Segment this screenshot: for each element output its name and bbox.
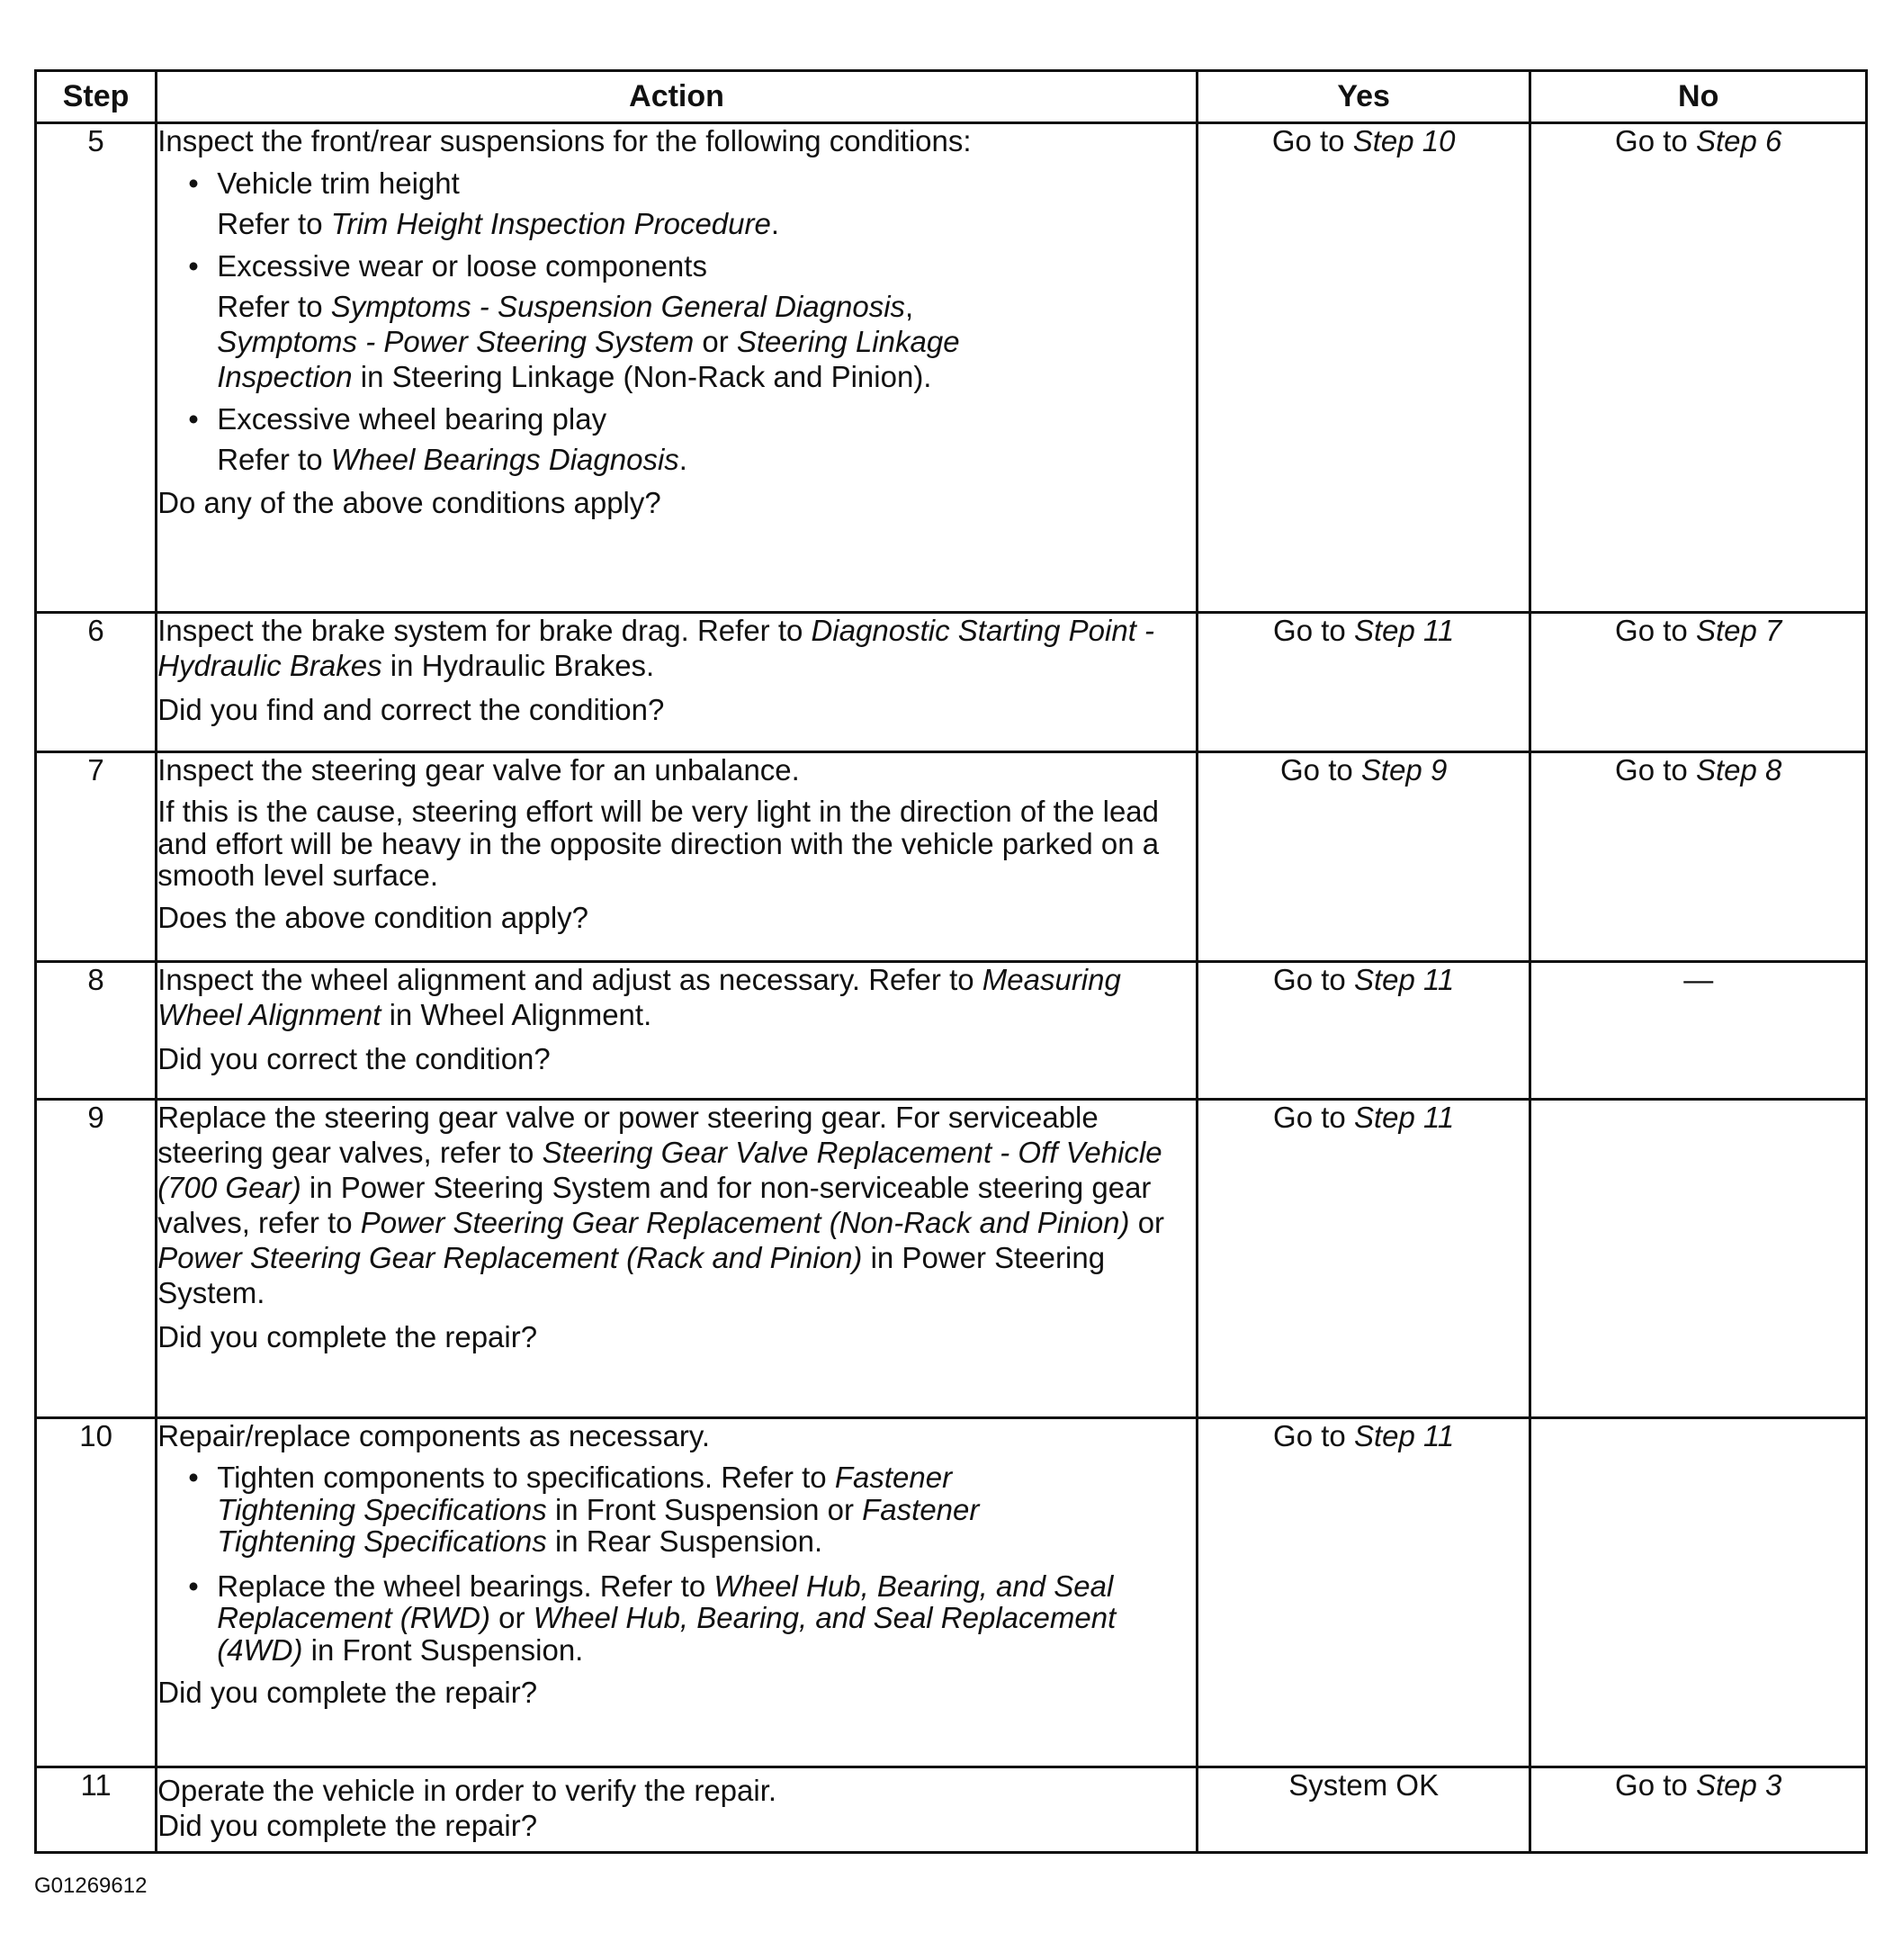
no-cell: Go to Step 7 <box>1530 613 1867 752</box>
no-cell: Go to Step 3 <box>1530 1767 1867 1853</box>
step-link[interactable]: Step 11 <box>1353 963 1455 996</box>
header-row <box>36 71 1867 123</box>
reference-link: Diagnostic Starting Point - Hydraulic Brakes <box>157 614 1155 682</box>
action-text: Inspect the steering gear valve for an unbalance. <box>157 753 800 787</box>
yes-cell: Go to Step 11 <box>1197 613 1530 752</box>
action-text: If this is the cause, steering effort will be very light in the direction of the lead and effort will be heavy in the opposite direction with the vehicle parked on a smooth level surface. <box>157 794 1160 893</box>
action-cell <box>157 1767 1198 1853</box>
reference-link: Wheel Bearings Diagnosis <box>330 442 679 476</box>
bullet-text: Excessive wheel bearing play <box>217 401 607 436</box>
no-cell <box>1530 1100 1867 1418</box>
reference-link: Symptoms - Power Steering System <box>217 324 695 358</box>
action-text: Inspect the wheel alignment and adjust as necessary. Refer to Measuring Wheel Alignment in Wheel Alignment. <box>157 963 1121 1031</box>
step-link[interactable]: Step 11 <box>1353 1101 1455 1134</box>
action-text: Inspect the brake system for brake drag. Refer to Diagnostic Starting Point - Hydraulic Brakes in Hydraulic Brakes. <box>157 614 1155 682</box>
reference-link: Symptoms - Suspension General Diagnosis <box>330 289 906 323</box>
step-link[interactable]: Step 7 <box>1695 614 1782 647</box>
yes-cell: System OK <box>1197 1767 1530 1853</box>
action-text: Repair/replace components as necessary. <box>157 1419 711 1452</box>
reference-text: Refer to Wheel Bearings Diagnosis. <box>217 442 687 476</box>
step-link[interactable]: Step 8 <box>1695 753 1782 787</box>
step-link[interactable]: Step 11 <box>1353 614 1455 647</box>
bullet-icon: • <box>188 1460 199 1494</box>
step-number: 10 <box>36 1418 157 1767</box>
action-cell <box>157 1100 1198 1418</box>
reference-link: Trim Height Inspection Procedure <box>330 206 771 240</box>
reference-link: Fastener Tightening Specifications <box>217 1460 953 1526</box>
diagnostic-table <box>34 69 1868 1854</box>
action-cell <box>157 962 1198 1100</box>
header-yes: Yes <box>1197 71 1530 123</box>
figure-id: G01269612 <box>34 1874 148 1898</box>
question-text: Does the above condition apply? <box>157 900 589 934</box>
reference-text: Refer to Trim Height Inspection Procedure. <box>217 206 780 240</box>
table-row <box>36 752 1867 962</box>
bullet-icon: • <box>188 248 199 283</box>
no-cell <box>1530 1418 1867 1767</box>
table-row <box>36 962 1867 1100</box>
bullet-item <box>157 166 1196 202</box>
bullet-icon: • <box>188 166 199 200</box>
table-row <box>36 613 1867 752</box>
reference-link: Wheel Hub, Bearing, and Seal Replacement (RWD) <box>217 1569 1114 1635</box>
step-number: 7 <box>36 752 157 962</box>
question-text: Did you complete the repair? <box>157 1675 538 1709</box>
step-number: 8 <box>36 962 157 1100</box>
action-text: Inspect the front/rear suspensions for the following conditions: <box>157 124 972 157</box>
question-text: Did you complete the repair? <box>157 1808 538 1842</box>
step-number: 5 <box>36 123 157 613</box>
yes-cell: Go to Step 9 <box>1197 752 1530 962</box>
action-cell <box>157 123 1198 613</box>
step-number: 9 <box>36 1100 157 1418</box>
reference-link: Measuring Wheel Alignment <box>157 963 1121 1031</box>
table-row <box>36 1418 1867 1767</box>
step-link[interactable]: Step 3 <box>1695 1768 1782 1802</box>
yes-cell: Go to Step 11 <box>1197 962 1530 1100</box>
table-row <box>36 1767 1867 1853</box>
header-action: Action <box>157 71 1198 123</box>
reference-link: Fastener Tightening Specifications <box>217 1492 980 1559</box>
bullet-item: • Tighten components to specifications. Refer to Fastener Tightening Specifications in Front Suspension or Fastener Tightening Specifications in Rear Suspension. <box>188 1460 980 1559</box>
bullet-text: Excessive wear or loose components <box>217 248 707 283</box>
action-text: Replace the steering gear valve or power steering gear. For serviceable steering gear valves, refer to Steering Gear Valve Replacement - Off Vehicle (700 Gear) in Power Steering System and for non-serviceable steering gear valves, refer to Power Steering Gear Replacement (Non-Rack and Pinion) or Power Steering Gear Replacement (Rack and Pinion) in Power Steering System. <box>157 1101 1165 1309</box>
question-text: Did you correct the condition? <box>157 1041 551 1075</box>
reference-link: Steering Linkage Inspection <box>217 324 960 393</box>
header-no: No <box>1530 71 1867 123</box>
reference-link: Wheel Hub, Bearing, and Seal Replacement (4WD) <box>217 1601 1117 1668</box>
bullet-icon: • <box>188 401 199 436</box>
reference-link: Power Steering Gear Replacement (Non-Rack and Pinion) <box>360 1205 1130 1239</box>
bullet-text: Vehicle trim height <box>217 166 460 200</box>
bullet-item <box>157 402 1196 437</box>
reference-text: Refer to Symptoms - Suspension General Diagnosis, Symptoms - Power Steering System or Steering Linkage Inspection in Steering Linkage (Non-Rack and Pinion). <box>217 289 960 393</box>
step-link[interactable]: Step 9 <box>1360 753 1448 787</box>
step-number: 11 <box>36 1767 157 1853</box>
no-cell: Go to Step 6 <box>1530 123 1867 613</box>
yes-cell: Go to Step 10 <box>1197 123 1530 613</box>
step-link[interactable]: Step 11 <box>1353 1419 1455 1452</box>
question-text: Did you complete the repair? <box>157 1319 538 1353</box>
action-cell <box>157 752 1198 962</box>
step-number: 6 <box>36 613 157 752</box>
step-link[interactable]: Step 10 <box>1352 124 1456 157</box>
bullet-item: • Replace the wheel bearings. Refer to Wheel Hub, Bearing, and Seal Replacement (RWD) or Wheel Hub, Bearing, and Seal Replacement (4WD) in Front Suspension. <box>188 1569 1117 1668</box>
action-cell <box>157 613 1198 752</box>
header-step: Step <box>36 71 157 123</box>
bullet-icon: • <box>188 1569 199 1603</box>
reference-link: Steering Gear Valve Replacement - Off Vehicle (700 Gear) <box>157 1135 1162 1204</box>
question-text: Do any of the above conditions apply? <box>157 486 661 520</box>
question-text: Did you find and correct the condition? <box>157 692 665 726</box>
table-row <box>36 1100 1867 1418</box>
no-cell: Go to Step 8 <box>1530 752 1867 962</box>
reference-link: Power Steering Gear Replacement (Rack and Pinion) <box>157 1240 863 1274</box>
bullet-item <box>157 249 1196 284</box>
action-text: Operate the vehicle in order to verify the repair. <box>157 1774 777 1807</box>
yes-cell: Go to Step 11 <box>1197 1100 1530 1418</box>
table-row <box>36 123 1867 613</box>
step-link[interactable]: Step 6 <box>1695 124 1782 157</box>
no-cell: — <box>1530 962 1867 1100</box>
yes-cell: Go to Step 11 <box>1197 1418 1530 1767</box>
action-cell <box>157 1418 1198 1767</box>
